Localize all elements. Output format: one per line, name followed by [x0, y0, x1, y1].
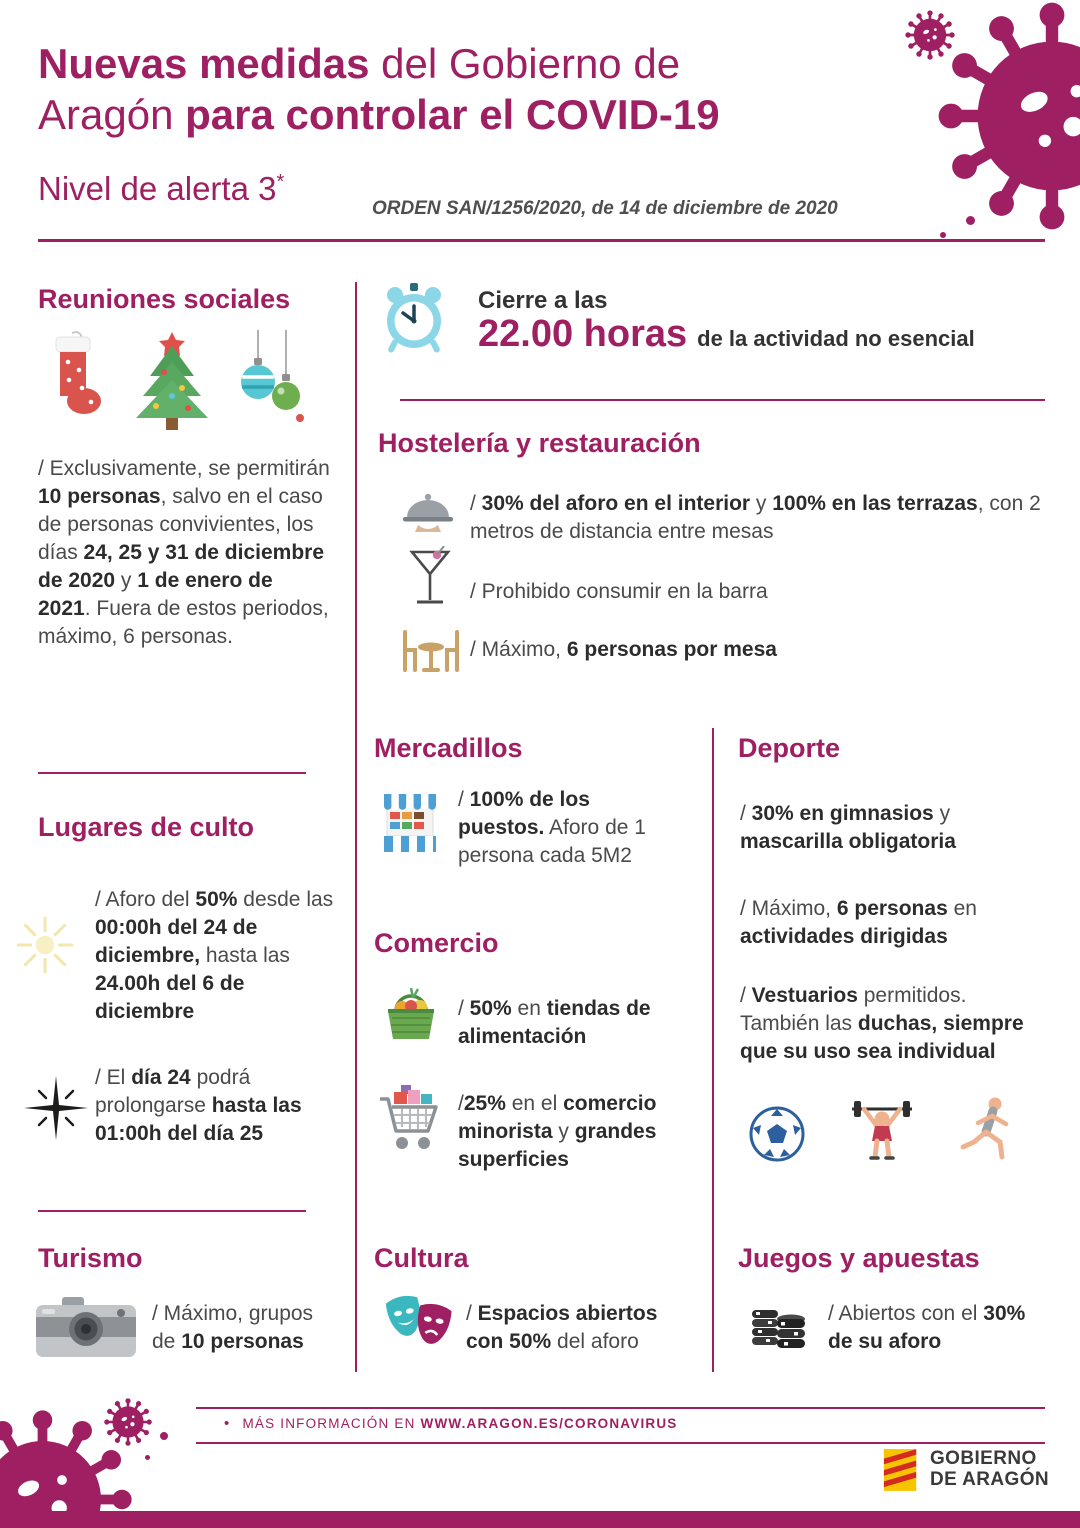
bullet-icon: • — [224, 1415, 231, 1432]
alarm-clock-icon — [380, 281, 448, 355]
section-title-culto: Lugares de culto — [38, 812, 255, 842]
section-title-hosteleria: Hostelería y restauración — [378, 428, 701, 458]
section-title-turismo: Turismo — [38, 1243, 143, 1273]
deporte-item-gimnasios: / 30% en gimnasios y mascarilla obligatoria — [740, 802, 956, 853]
hosteleria-item-barra: / Prohibido consumir en la barra — [470, 580, 768, 603]
vertical-divider-left — [355, 282, 357, 1372]
turismo-text: / Máximo, grupos de 10 personas — [152, 1302, 314, 1353]
closing-detail: de la actividad no esencial — [697, 326, 975, 351]
footer-rule-bottom — [196, 1442, 1045, 1444]
deporte-item-dirigidas: / Máximo, 6 personas en actividades dirigidas — [740, 897, 977, 948]
comercio-item-minorista: /25% en el comercio minorista y grandes superficies — [458, 1092, 657, 1171]
alert-asterisk: * — [276, 171, 285, 193]
closing-time: 22.00 horas — [478, 313, 688, 355]
decorative-dot — [966, 216, 975, 225]
comercio-item-alimentacion: / 50% en tiendas de alimentación — [458, 997, 651, 1048]
camera-icon — [34, 1293, 138, 1361]
decorative-dot — [160, 1432, 168, 1440]
footer-rule-top — [196, 1407, 1045, 1409]
section-title-mercadillos: Mercadillos — [374, 733, 523, 763]
footer-info: • MÁS INFORMACIÓN EN WWW.ARAGON.ES/CORONAVIRUS — [224, 1415, 678, 1432]
culto-item-dia24: / El día 24 podrá prolongarse hasta las 01:00h del día 25 — [95, 1066, 302, 1145]
bottom-accent-bar — [0, 1511, 1080, 1528]
shopping-cart-icon — [376, 1085, 444, 1155]
coronavirus-info-link[interactable]: WWW.ARAGON.ES/CORONAVIRUS — [420, 1416, 678, 1431]
aragon-flag-icon — [882, 1447, 920, 1493]
header-rule — [38, 239, 1045, 242]
food-basket-icon — [380, 985, 442, 1045]
left-divider-2 — [38, 1210, 306, 1212]
decorative-dot — [940, 232, 946, 238]
sports-icons — [748, 1095, 1018, 1163]
soccer-ball-icon — [748, 1105, 806, 1163]
cocktail-icon — [408, 546, 452, 610]
mercadillos-text: / 100% de los puestos. Aforo de 1 persona cada 5M2 — [458, 788, 646, 867]
virus-icon — [903, 8, 957, 62]
table-chairs-icon — [398, 626, 464, 676]
hosteleria-item-mesa: / Máximo, 6 personas por mesa — [470, 638, 777, 661]
christmas-icons — [38, 330, 306, 432]
runner-icon — [958, 1095, 1018, 1163]
star-icon — [24, 1076, 88, 1140]
christmas-tree-icon — [126, 330, 218, 432]
order-reference: ORDEN SAN/1256/2020, de 14 de diciembre de 2020 — [372, 198, 838, 219]
section-title-juegos: Juegos y apuestas — [738, 1243, 980, 1273]
closing-rule — [400, 399, 1045, 401]
poker-chips-icon — [748, 1293, 808, 1353]
reuniones-text: / Exclusivamente, se permitirán 10 personas, salvo en el caso de personas convivientes, los días 24, 25 y 31 de diciembre de 2020 y 1 de enero de 2021. Fuera de estos periodos, máximo, 6 personas. — [38, 457, 330, 648]
section-title-deporte: Deporte — [738, 733, 841, 763]
section-title-cultura: Cultura — [374, 1243, 469, 1273]
title-line2: Aragón para controlar el COVID-19 — [38, 91, 720, 139]
food-tray-icon — [398, 488, 458, 540]
theater-masks-icon — [380, 1292, 458, 1358]
page-title — [38, 38, 898, 140]
closing-time-row — [478, 313, 975, 356]
decorative-dot — [145, 1455, 150, 1460]
alert-level: Nivel de alerta 3* — [38, 170, 285, 207]
weightlifter-icon — [844, 1097, 920, 1163]
gobierno-aragon-logo — [882, 1447, 1049, 1493]
left-divider-1 — [38, 772, 306, 774]
vertical-divider-right — [712, 728, 714, 1372]
logo-text: GOBIERNO DE ARAGÓN — [930, 1448, 1050, 1490]
sun-rays-icon — [12, 912, 78, 978]
deporte-item-vestuarios: / Vestuarios permitidos. También las duchas, siempre que su uso sea individual — [740, 984, 1024, 1063]
title-line1: Nuevas medidas del Gobierno de — [38, 40, 681, 87]
hosteleria-item-aforo: / 30% del aforo en el interior y 100% en las terrazas, con 2 metros de distancia entre mesas — [470, 492, 1041, 543]
market-stall-icon — [382, 790, 438, 856]
culto-item-aforo: / Aforo del 50% desde las 00:00h del 24 de diciembre, hasta las 24.00h del 6 de diciembre — [95, 888, 334, 1023]
cultura-text: / Espacios abiertos con 50% del aforo — [466, 1302, 658, 1353]
closing-intro: Cierre a las — [478, 287, 608, 314]
section-title-comercio: Comercio — [374, 928, 499, 958]
virus-icon — [102, 1396, 154, 1448]
juegos-text: / Abiertos con el 30% de su aforo — [828, 1302, 1026, 1353]
stocking-icon — [38, 330, 110, 422]
ornaments-icon — [234, 330, 306, 426]
section-title-reuniones: Reuniones sociales — [38, 284, 291, 314]
